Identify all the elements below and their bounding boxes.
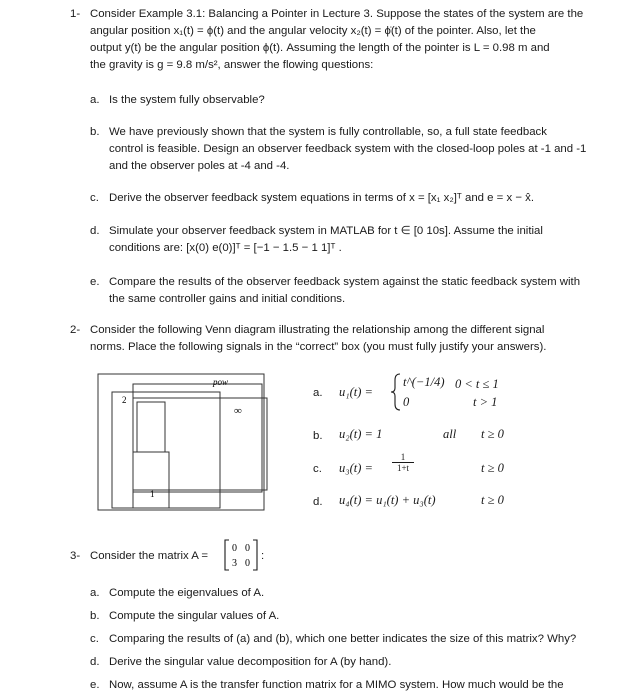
matrix-r1c1: 0	[232, 543, 237, 554]
q1-item-b-label: b.	[90, 126, 100, 138]
q1-text	[90, 6, 610, 74]
q1-item-a	[109, 92, 609, 109]
q1-item-e-label: e.	[90, 276, 100, 288]
matrix-r1c2: 0	[245, 543, 250, 554]
q3-item-e: Now, assume A is the transfer function matrix for a MIMO system. How much would be the	[109, 679, 564, 691]
q3-item-a: Compute the eigenvalues of A.	[109, 587, 265, 599]
q1-item-line: Compare the results of the observer feedback system against the static feedback system with	[109, 276, 581, 288]
q2-line: norms. Place the following signals in the “correct” box (you must fully justify your answers).	[90, 341, 547, 353]
venn-label-pow: pow	[213, 377, 229, 387]
q1-item-a-label: a.	[90, 94, 100, 106]
q1-item-line: Simulate your observer feedback system in MATLAB for t ∈ [0 10s]. Assume the initial	[109, 225, 543, 237]
signal-b-label: b.	[313, 430, 323, 442]
signal-c-cond: t ≥ 0	[481, 461, 504, 475]
signal-d-expr: u₄(t) = u₁(t) + u₃(t)	[339, 493, 436, 507]
signal-a-label: a.	[313, 387, 323, 399]
q3-item-b: Compute the singular values of A.	[109, 610, 280, 622]
venn-2-box	[112, 392, 220, 508]
q1-item-c	[109, 190, 619, 207]
signal-a-case2: 0	[403, 395, 410, 409]
q2-line: Consider the following Venn diagram illustrating the relationship among the different signal	[90, 324, 545, 336]
signal-c-label: c.	[313, 463, 322, 475]
q2-number: 2-	[70, 324, 81, 336]
q1-item-c-label: c.	[90, 192, 99, 204]
q1-item-line: Is the system fully observable?	[109, 94, 265, 106]
signal-b-cond: t ≥ 0	[481, 427, 504, 441]
q1-item-line: control is feasible. Design an observer feedback system with the closed-loop poles at -1 and -1	[109, 143, 587, 155]
signal-a-cond2: t > 1	[473, 395, 498, 409]
q3-item-d: Derive the singular value decomposition for A (by hand).	[109, 656, 392, 668]
signal-d-label: d.	[313, 496, 323, 508]
q1-number: 1-	[70, 8, 81, 20]
matrix-r2c2: 0	[245, 558, 250, 569]
signal-a-case1	[403, 374, 444, 391]
q1-item-d-label: d.	[90, 225, 100, 237]
q1-item-line: conditions are: [x(0) e(0)]ᵀ = [−1 − 1.5 − 1 1]ᵀ .	[109, 242, 342, 254]
signal-a-case1-expr: t^(−1/4)	[403, 375, 445, 389]
q3-intro: Consider the matrix A =	[90, 550, 209, 562]
q3-item-c: Comparing the results of (a) and (b), which one better indicates the size of this matrix? Why?	[109, 633, 577, 645]
q1-item-line: the same controller gains and initial conditions.	[109, 293, 346, 305]
q1-item-line: and the observer poles at -4 and -4.	[109, 160, 290, 172]
signal-a-cond1: 0 < t ≤ 1	[455, 377, 499, 391]
matrix-r2c1: 3	[232, 558, 237, 569]
venn-label-inf: ∞	[234, 405, 242, 417]
q1-line: Consider Example 3.1: Balancing a Pointer in Lecture 3. Suppose the states of the system are the	[90, 8, 584, 20]
q3-item-e-label: e.	[90, 679, 100, 691]
q1-line: output y(t) be the angular position ϕ(t). Assuming the length of the pointer is L = 0.98 m and	[90, 42, 550, 54]
venn-inner-box	[137, 402, 165, 452]
venn-diagram	[96, 366, 276, 514]
venn-pow-box	[133, 384, 262, 492]
matrix-brackets-icon	[223, 538, 261, 572]
signal-b-expr: u₂(t) = 1	[339, 427, 383, 441]
signal-c-expr: u₃(t) =	[339, 461, 373, 475]
brace-icon	[390, 372, 402, 412]
q1-item-e	[109, 274, 619, 308]
signal-c-fraction	[392, 452, 414, 473]
venn-1-box	[133, 452, 169, 508]
matrix-colon: :	[261, 550, 265, 562]
q3-item-d-label: d.	[90, 656, 100, 668]
signal-a-name: u₁(t) =	[339, 385, 373, 399]
q3-item-c-label: c.	[90, 633, 99, 645]
fraction-denominator: 1+t	[392, 462, 414, 473]
venn-label-1: 1	[150, 489, 155, 499]
venn-inf-box	[133, 398, 267, 490]
signal-d-cond: t ≥ 0	[481, 493, 504, 507]
q1-item-line: We have previously shown that the system is fully controllable, so, a full state feedback	[109, 126, 547, 138]
q1-item-d	[109, 223, 619, 257]
signal-b-note: all	[443, 427, 457, 441]
q3-number: 3-	[70, 550, 81, 562]
q1-item-b	[109, 124, 619, 175]
q1-item-line: Derive the observer feedback system equations in terms of x = [x₁ x₂]ᵀ and e = x − x̂.	[109, 192, 535, 204]
q3-item-a-label: a.	[90, 587, 100, 599]
q1-line: the gravity is g = 9.8 m/s², answer the flowing questions:	[90, 59, 374, 71]
venn-label-2: 2	[122, 395, 127, 405]
q1-line: angular position x₁(t) = ϕ(t) and the angular velocity x₂(t) = ϕ̇(t) of the pointer. Also, let the	[90, 25, 536, 37]
fraction-numerator: 1	[400, 452, 406, 462]
q2-text	[90, 322, 610, 356]
q3-item-b-label: b.	[90, 610, 100, 622]
